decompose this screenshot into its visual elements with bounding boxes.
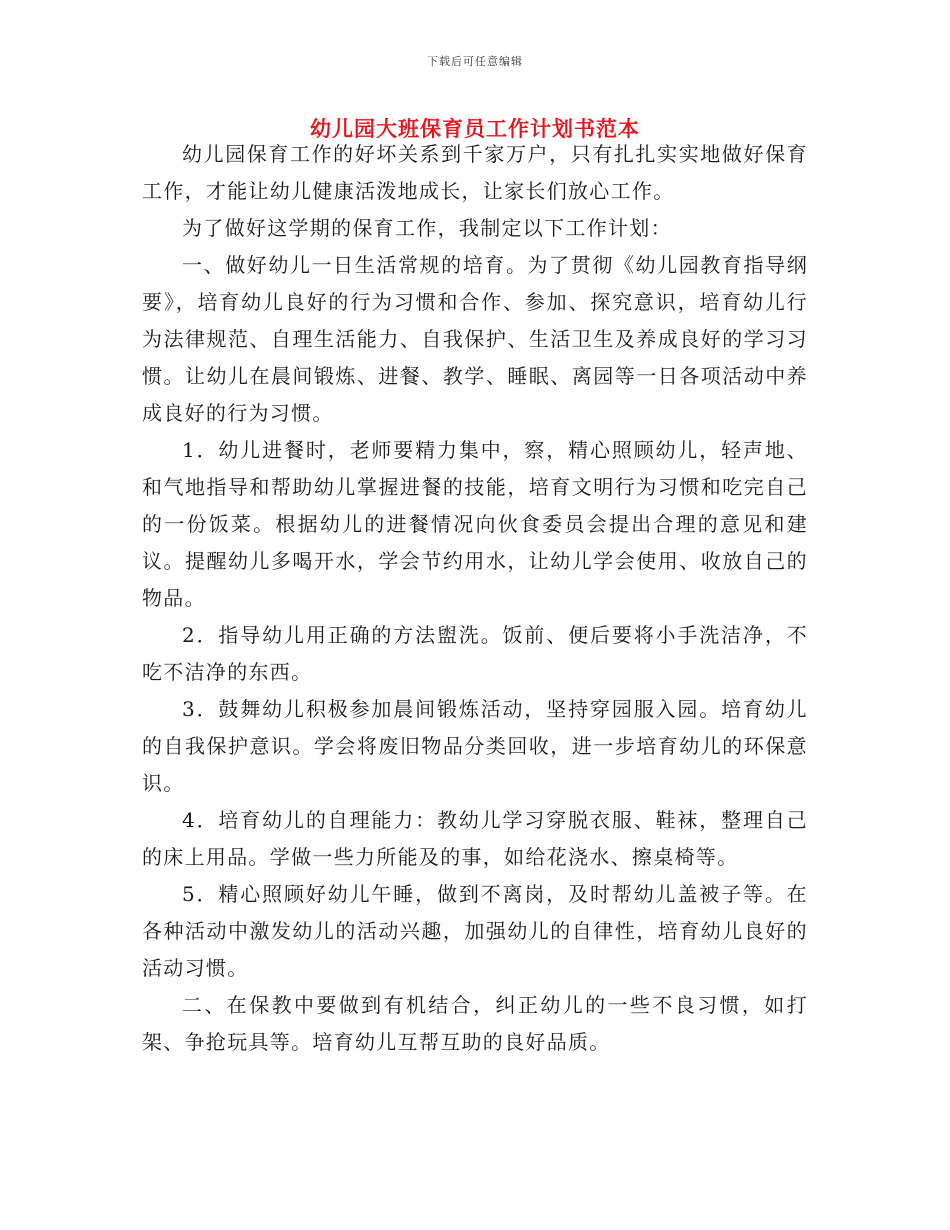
header-note: 下载后可任意编辑 [427,55,523,68]
paragraph-section-one: 一、做好幼儿一日生活常规的培育。为了贯彻《幼儿园教育指导纲要》，培育幼儿良好的行为习惯和合作、参加、探究意识，培育幼儿行为法律规范、自理生活能力、自我保护、生活卫生及养成良好的学习习惯。让幼儿在晨间锻炼、进餐、教学、睡眠、离园等一日各项活动中养成良好的行为习惯。 [142,253,808,425]
paragraph-intro: 幼儿园保育工作的好坏关系到千家万户，只有扎扎实实地做好保育工作，才能让幼儿健康活泼地成长，让家长们放心工作。 [142,142,808,203]
paragraph-section-two: 二、在保教中要做到有机结合，纠正幼儿的一些不良习惯，如打架、争抢玩具等。培育幼儿互帮互助的良好品质。 [142,993,808,1054]
paragraph-item-3: 3．鼓舞幼儿积极参加晨间锻炼活动，坚持穿园服入园。培育幼儿的自我保护意识。学会将废旧物品分类回收，进一步培育幼儿的环保意识。 [142,697,808,795]
paragraph-plan-lead: 为了做好这学期的保育工作，我制定以下工作计划： [182,216,672,240]
paragraph-item-5: 5．精心照顾好幼儿午睡，做到不离岗，及时帮幼儿盖被子等。在各种活动中激发幼儿的活动兴趣，加强幼儿的自律性，培育幼儿良好的活动习惯。 [142,882,808,980]
paragraph-item-4: 4．培育幼儿的自理能力：教幼儿学习穿脱衣服、鞋袜，整理自己的床上用品。学做一些力所能及的事，如给花浇水、擦桌椅等。 [142,808,808,869]
paragraph-item-1: 1．幼儿进餐时，老师要精力集中，察，精心照顾幼儿，轻声地、和气地指导和帮助幼儿掌握进餐的技能，培育文明行为习惯和吃完自己的一份饭菜。根据幼儿的进餐情况向伙食委员会提出合理的意见和建议。提醒幼儿多喝开水，学会节约用水，让幼儿学会使用、收放自己的物品。 [142,438,808,610]
document-title: 幼儿园大班保育员工作计划书范本 [310,116,640,141]
paragraph-item-2: 2．指导幼儿用正确的方法盥洗。饭前、便后要将小手洗洁净，不吃不洁净的东西。 [142,623,808,684]
document-body [142,136,808,1061]
